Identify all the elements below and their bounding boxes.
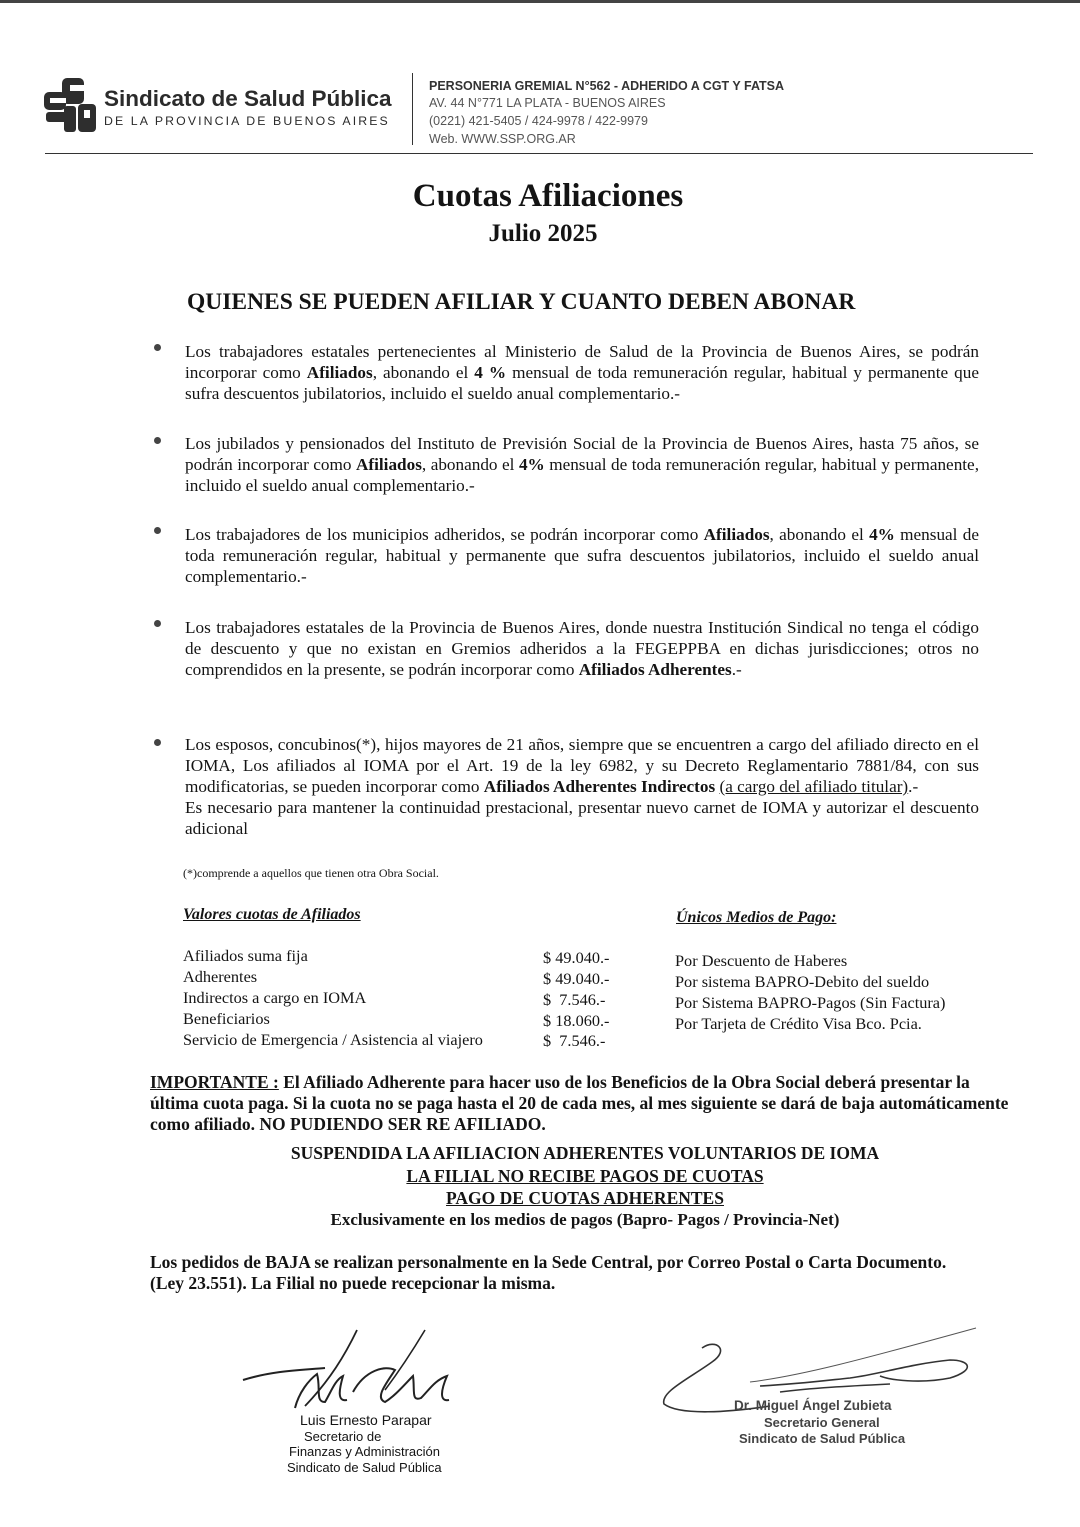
union-logo-icon — [44, 76, 100, 134]
fee-amount: $ 18.060.- — [543, 1011, 610, 1030]
bullet-dot — [154, 527, 161, 534]
header-divider — [412, 73, 413, 145]
bullet-item: Los esposos, concubinos(*), hijos mayores de 21 años, siempre que se encuentren a cargo del afiliado directo en el IOMA, Los afiliados al IOMA por el Art. 19 de la ley 6982, y su Decreto Reglamentario 7881/84, con sus modificatorias, se pueden incorporar como Afiliados Adherentes Indirectos (a cargo del afiliado titular).- Es necesario para mantener la continuidad prestacional, presentar nuevo carnet de IOMA y autorizar el descuento adicional — [185, 735, 979, 838]
bullet-dot — [154, 739, 161, 746]
payment-method: Por Descuento de Haberes — [675, 951, 848, 970]
bullet-item: Los trabajadores estatales pertenecientes al Ministerio de Salud de la Provincia de Buenos Aires, se podrán incorporar como Afiliados, abonando el 4 % mensual de toda remuneración regular, habitual y permanente que sufra descuentos jubilatorios, incluido el sueldo anual complementario.- — [185, 342, 979, 403]
baja-notice: Los pedidos de BAJA se realizan personalmente en la Sede Central, por Correo Postal o Carta Documento. (Ley 23.551). La Filial no puede recepcionar la misma. — [150, 1252, 947, 1293]
fees-title: Valores cuotas de Afiliados — [183, 906, 361, 923]
page-subtitle: Julio 2025 — [488, 220, 598, 247]
signature-right-title: Secretario General — [764, 1415, 880, 1430]
bullet-item: Los trabajadores de los municipios adheridos, se podrán incorporar como Afiliados, abonando el 4% mensual de toda remuneración regular, habitual y permanente que sufra descuentos jubilatorios, incluido el sueldo anual complementario.- — [185, 525, 979, 586]
signature-left-org: Sindicato de Salud Pública — [287, 1460, 442, 1475]
signature-left-title: Secretario de — [304, 1429, 382, 1444]
bullet-extra: Es necesario para mantener la continuidad prestacional, presentar nuevo carnet de IOMA y autorizar el descuento adicional — [185, 798, 979, 838]
top-border — [0, 0, 1080, 3]
fee-label: Afiliados suma fija — [183, 946, 308, 965]
fee-label: Indirectos a cargo en IOMA — [183, 988, 367, 1007]
fee-label: Beneficiarios — [183, 1009, 270, 1028]
signature-left-title: Finanzas y Administración — [289, 1444, 441, 1459]
fee-label: Adherentes — [183, 967, 258, 986]
bullet-dot — [154, 620, 161, 627]
fee-label: Servicio de Emergencia / Asistencia al viajero — [183, 1030, 483, 1049]
bullet-dot — [154, 437, 161, 444]
notice-adherent-payments: PAGO DE CUOTAS ADHERENTES — [446, 1188, 724, 1208]
signature-right-org: Sindicato de Salud Pública — [739, 1431, 906, 1446]
bullet-item: Los trabajadores estatales de la Provincia de Buenos Aires, donde nuestra Institución Sindical no tenga el código de descuento y que no existan en Gremios adheridos a la FEGEPPBA en dichas jurisdicciones; otros no comprendidos en la presente, se podrán incorporar como Afiliados Adherentes.- — [185, 618, 979, 679]
org-name: Sindicato de Salud Pública — [104, 86, 392, 111]
header-address: AV. 44 N°771 LA PLATA - BUENOS AIRES — [429, 96, 666, 110]
page-title: Cuotas Afiliaciones — [412, 178, 684, 214]
important-notice: IMPORTANTE : El Afiliado Adherente para hacer uso de los Beneficios de la Obra Social deberá presentar la última cuota paga. Si la cuota no se paga hasta el 20 de cada mes, al mes siguiente se dará de baja automáticamente como afiliado. NO PUDIENDO SER RE AFILIADO. — [150, 1072, 1009, 1134]
notice-payment-channels: Exclusivamente en los medios de pagos (Bapro- Pagos / Provincia-Net) — [330, 1210, 840, 1229]
payment-title: Únicos Medios de Pago: — [676, 909, 837, 926]
payment-method: Por Tarjeta de Crédito Visa Bco. Pcia. — [675, 1014, 922, 1033]
notice-suspended: SUSPENDIDA LA AFILIACION ADHERENTES VOLUNTARIOS DE IOMA — [290, 1143, 880, 1163]
header-web: Web. WWW.SSP.ORG.AR — [429, 132, 576, 146]
notice-no-payments: LA FILIAL NO RECIBE PAGOS DE CUOTAS — [406, 1166, 764, 1186]
fee-amount: $ 49.040.- — [543, 948, 610, 967]
header-rule — [45, 153, 1033, 154]
header-registration: PERSONERIA GREMIAL N°562 - ADHERIDO A CGT Y FATSA — [429, 79, 785, 93]
payment-method: Por Sistema BAPRO-Pagos (Sin Factura) — [675, 993, 946, 1012]
bullet-dot — [154, 344, 161, 351]
org-subtitle: DE LA PROVINCIA DE BUENOS AIRES — [104, 114, 390, 128]
signature-left-name: Luis Ernesto Parapar — [300, 1412, 432, 1428]
header-phone: (0221) 421-5405 / 424-9978 / 422-9979 — [429, 114, 648, 128]
section-heading: QUIENES SE PUEDEN AFILIAR Y CUANTO DEBEN ABONAR — [187, 289, 856, 315]
signature-right-name: Dr. Miguel Ángel Zubieta — [734, 1398, 892, 1413]
fee-amount: $ 49.040.- — [543, 969, 610, 988]
footnote: (*)comprende a aquellos que tienen otra Obra Social. — [183, 866, 439, 880]
bullet-item: Los jubilados y pensionados del Instituto de Previsión Social de la Provincia de Buenos Aires, hasta 75 años, se podrán incorporar como Afiliados, abonando el 4% mensual de toda remuneración regular, habitual y permanente, incluido el sueldo anual complementario.- — [185, 434, 979, 495]
payment-method: Por sistema BAPRO-Debito del sueldo — [675, 972, 930, 991]
fee-amount: $ 7.546.- — [543, 1031, 606, 1050]
fee-amount: $ 7.546.- — [543, 990, 606, 1009]
